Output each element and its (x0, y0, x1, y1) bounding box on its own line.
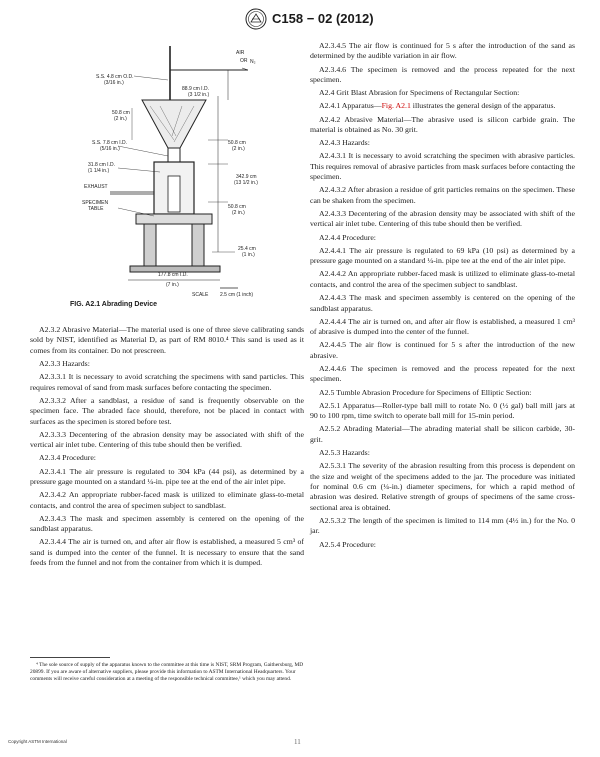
paragraph: A2.4.4.1 The air pressure is regulated to 69 kPa (10 psi) as determined by a pressure gage mounted on a standard ¼-in. pipe tee at the end of the air inlet pipe. (310, 245, 575, 266)
paragraph: A2.4.4.2 An appropriate rubber-faced mask is utilized to eliminate glass-to-metal contacts, and control the area of the specimen subject to sandblast. (310, 269, 575, 289)
svg-text:(3/16 in.): (3/16 in.) (104, 80, 124, 86)
subheading: A2.3.3 Hazards: (39, 359, 90, 369)
figure-caption: FIG. A2.1 Abrading Device (70, 301, 158, 308)
page-number: 11 (294, 738, 301, 746)
paragraph: A2.4.4.6 The specimen is removed and the process repeated for the next specimen. (310, 363, 575, 384)
paragraph: A2.5.1 Apparatus—Roller-type ball mill to rotate No. 0 (½ gal) ball mill jars at 90 to 100 rpm, time switch to operate ball mill for 15-min period. (310, 400, 575, 421)
paragraph: A2.3.3.3 Decentering of the abrasion density may be associated with shift of the vertical air inlet tube. Centering of this tube should then be verified. (30, 429, 304, 450)
section-heading: A2.4 Grit Blast Abrasion for Specimens of Rectangular Section: (319, 88, 520, 98)
svg-text:342.9 cm: 342.9 cm (236, 174, 257, 180)
svg-text:(7 in.): (7 in.) (166, 282, 179, 288)
paragraph: A2.4.3.1 It is necessary to avoid scratching the specimen with abrasive particles. This requires removal of abrasive particles from mask surfaces before contacting the specimen. (310, 151, 575, 182)
paragraph: A2.4.2 Abrasive Material—The abrasive used is silicon carbide grain. The material is obtained as No. 30 grit. (310, 114, 575, 135)
subheading: A2.4.3 Hazards: (319, 138, 370, 148)
svg-text:(2 in.): (2 in.) (232, 210, 245, 216)
footnote: ⁴ The sole source of supply of the apparatus known to the committee at this time is NIST, SRM Program, Gaithersburg, MD 20899. If you are aware of alternative suppliers, please provide this information to ASTM International Headquarters. Your comments will receive careful consideration at a meeting of the responsible technical committee,¹ which you may attend. (30, 662, 304, 683)
paragraph: A2.3.3.2 After a sandblast, a residue of sand is frequently observable on the specimen face. The abraded face should, therefore, not be placed in contact with surfaces as the specimen is stored before test. (30, 395, 304, 426)
paragraph: A2.4.3.3 Decentering of the abrasion density may be associated with shift of the vertical air inlet tube. Centering of this tube should then be verified. (310, 209, 575, 229)
paragraph: A2.3.4.4 The air is turned on, and after air flow is established, a measured 5 cm³ of sand is dumped into the center of the funnel. It is necessary to ensure that the sand feeds from the funnel and not from the container from which it is dumped. (30, 537, 304, 568)
svg-text:(2 in.): (2 in.) (114, 116, 127, 122)
astm-logo-icon (245, 8, 267, 30)
svg-text:50.8 cm: 50.8 cm (228, 140, 246, 146)
svg-text:88.9 cm I.D.: 88.9 cm I.D. (182, 86, 209, 92)
svg-text:OR: OR (240, 58, 248, 64)
paragraph: A2.4.3.2 After abrasion a residue of grit particles remains on the specimen. These can be shaken from the specimen. (310, 185, 575, 205)
paragraph: A2.5.2 Abrading Material—The abrading material shall be silicon carbide, 30-grit. (310, 424, 575, 444)
svg-text:(2 in.): (2 in.) (232, 146, 245, 152)
svg-text:SPECIMEN: SPECIMEN (82, 200, 109, 206)
svg-text:SCALE: SCALE (192, 292, 209, 298)
svg-text:(5/16 in.): (5/16 in.) (100, 146, 120, 152)
paragraph: A2.4.4.4 The air is turned on, and after air flow is established, a measured 1 cm³ of abrasive is dumped into the center of the funnel. (310, 316, 575, 337)
abrading-device-figure (70, 40, 310, 300)
svg-text:S.S. 7.8 cm I.D.: S.S. 7.8 cm I.D. (92, 140, 128, 146)
svg-text:(13 1/2 in.): (13 1/2 in.) (234, 180, 258, 186)
page-header (0, 8, 600, 34)
svg-text:25.4 cm: 25.4 cm (238, 246, 256, 252)
figure-link[interactable]: Fig. A2.1 (381, 101, 411, 111)
svg-text:(3 1/2 in.): (3 1/2 in.) (188, 92, 210, 98)
paragraph: A2.3.2 Abrasive Material—The material used is one of three sieve calibrating sands sold by NIST, identified as Material D, as part of RM 8010.⁴ This sand is used as it comes from its container. Do not prescreen. (30, 325, 304, 355)
copyright-notice: Copyright ASTM International (8, 739, 67, 744)
svg-text:31.8 cm I.D.: 31.8 cm I.D. (88, 162, 115, 168)
subheading: A2.5.3 Hazards: (319, 447, 370, 457)
paragraph: A2.3.4.6 The specimen is removed and the process repeated for the next specimen. (310, 64, 575, 85)
svg-text:N₂: N₂ (250, 59, 256, 65)
svg-text:2.5 cm (1 inch): 2.5 cm (1 inch) (220, 292, 254, 298)
paragraph: A2.4.4.3 The mask and specimen assembly is centered on the opening of the sandblast apparatus. (310, 293, 575, 313)
svg-text:177.8 cm I.D.: 177.8 cm I.D. (158, 272, 188, 278)
svg-text:AIR: AIR (236, 50, 245, 56)
subheading: A2.4.4 Procedure: (319, 232, 376, 242)
right-column (310, 41, 575, 553)
paragraph: A2.3.4.5 The air flow is continued for 5 s after the introduction of the sand as determined by the audible variation in air flow. (310, 41, 575, 61)
subheading: A2.5.4 Procedure: (319, 539, 376, 549)
left-column (30, 325, 304, 572)
paragraph: A2.5.3.1 The severity of the abrasion resulting from this process is dependent on the size and weight of the specimens added to the jar. The procedure was initiated for nominal 0.6 cm (¼-in.) diameter specimens, for which a rapid method of abrasion was desired. Relative strength of groups of specimens of the same cross-sectional area is obtained. (310, 461, 575, 512)
paragraph: A2.3.4.1 The air pressure is regulated to 304 kPa (44 psi), as determined by a pressure gage mounted on a standard ¼-in. pipe tee at the end of the air inlet pipe. (30, 466, 304, 487)
svg-text:TABLE: TABLE (88, 206, 104, 212)
paragraph: A2.3.4.2 An appropriate rubber-faced mask is utilized to eliminate glass-to-metal contacts, and control the area of specimen subject to sandblast. (30, 490, 304, 510)
svg-text:(1 in.): (1 in.) (242, 252, 255, 258)
svg-text:S.S. 4.8 cm O.D.: S.S. 4.8 cm O.D. (96, 74, 134, 80)
svg-text:50.8 cm: 50.8 cm (228, 204, 246, 210)
svg-text:50.8 cm: 50.8 cm (112, 110, 130, 116)
paragraph: A2.5.3.2 The length of the specimen is limited to 114 mm (4½ in.) for the No. 0 jar. (310, 515, 575, 536)
subheading: A2.3.4 Procedure: (39, 453, 96, 463)
paragraph: A2.4.1 Apparatus—Fig. A2.1 illustrates the general design of the apparatus. (319, 101, 556, 111)
svg-text:EXHAUST: EXHAUST (84, 184, 108, 190)
paragraph: A2.3.4.3 The mask and specimen assembly is centered on the opening of the sandblast apparatus. (30, 513, 304, 534)
svg-text:(1 1/4 in.): (1 1/4 in.) (88, 168, 110, 174)
section-heading: A2.5 Tumble Abrasion Procedure for Specimens of Elliptic Section: (319, 387, 532, 397)
standard-designation: C158 − 02 (2012) (272, 11, 374, 26)
paragraph: A2.4.4.5 The air flow is continued for 5 s after the introduction of the new abrasive. (310, 340, 575, 360)
footnote-rule (30, 657, 110, 658)
paragraph: A2.3.3.1 It is necessary to avoid scratching the specimens with sand particles. This requires removal of sand from mask surfaces before contacting the specimen. (30, 372, 304, 392)
